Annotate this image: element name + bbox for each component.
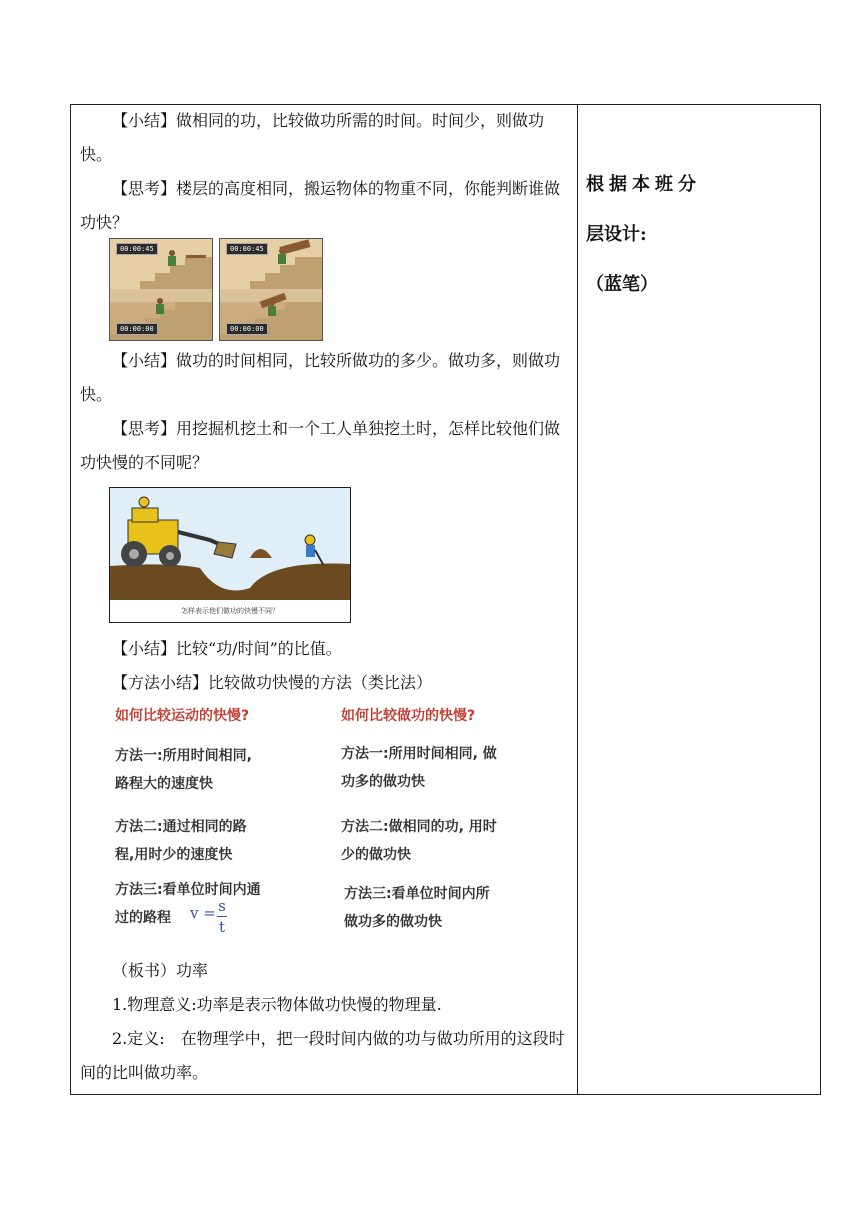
formula-denominator: t [218,918,226,936]
work-method-1a: 方法一:所用时间相同, 做 [341,746,497,762]
excavator-illustration [110,488,350,600]
motion-method-3b: 过的路程 [115,910,171,926]
summary-3: 【小结】比较“功/时间”的比值。 [112,639,342,658]
column-divider [577,104,578,1095]
timer-top-right: 00:00:45 [226,243,268,255]
timer-top-left: 00:00:45 [116,243,158,255]
excavator-caption: 怎样表示他们做功的快慢不同？ [110,600,350,622]
stairs-image-right [219,238,323,341]
work-method-1b: 功多的做功快 [341,774,425,790]
timer-bottom-right: 00:00:00 [226,323,268,335]
excavator-image [109,487,351,623]
summary-2: 【小结】做功的时间相同，比较所做功的多少。做功多，则做功快。 [80,351,561,404]
definition-item-1: 1.物理意义:功率是表示物体做功快慢的物理量. [112,995,442,1014]
definition-item-2: 2.定义: 在物理学中，把一段时间内做的功与做功所用的这段时间的比叫做功率。 [80,1029,565,1082]
side-column [586,160,816,310]
side-note-line-3: （蓝笔） [586,274,658,295]
side-note-line-2: 层设计: [586,224,647,245]
speed-formula [190,897,226,936]
timer-bottom-left: 00:00:00 [116,323,158,335]
work-method-2b: 少的做功快 [341,847,411,863]
work-method-3b: 做功多的做功快 [344,914,442,930]
motion-method-2b: 程,用时少的速度快 [115,847,233,863]
think-1: 【思考】楼层的高度相同，搬运物体的物重不同，你能判断谁做功快？ [80,179,561,232]
compare-motion-title: 如何比较运动的快慢? [115,708,250,724]
motion-method-1a: 方法一:所用时间相同, [115,748,252,764]
board-title: （板书）功率 [112,961,209,980]
work-method-3a: 方法三:看单位时间内所 [344,886,490,902]
method-summary: 【方法小结】比较做功快慢的方法（类比法） [112,673,433,692]
stairs-image-left [109,238,213,341]
formula-numerator: s [218,897,226,915]
side-note-line-1: 根据本班分 [586,174,701,195]
motion-method-3a: 方法三:看单位时间内通 [115,882,261,898]
think-2: 【思考】用挖掘机挖土和一个工人单独挖土时，怎样比较他们做功快慢的不同呢？ [80,419,561,472]
motion-method-1b: 路程大的速度快 [115,776,213,792]
formula-lhs: v = [190,904,216,922]
motion-method-2a: 方法二:通过相同的路 [115,819,247,835]
summary-1: 【小结】做相同的功，比较做功所需的时间。时间少，则做功快。 [80,111,545,164]
formula-fraction [217,896,227,937]
work-method-2a: 方法二:做相同的功, 用时 [341,819,497,835]
compare-work-title: 如何比较做功的快慢? [341,708,476,724]
